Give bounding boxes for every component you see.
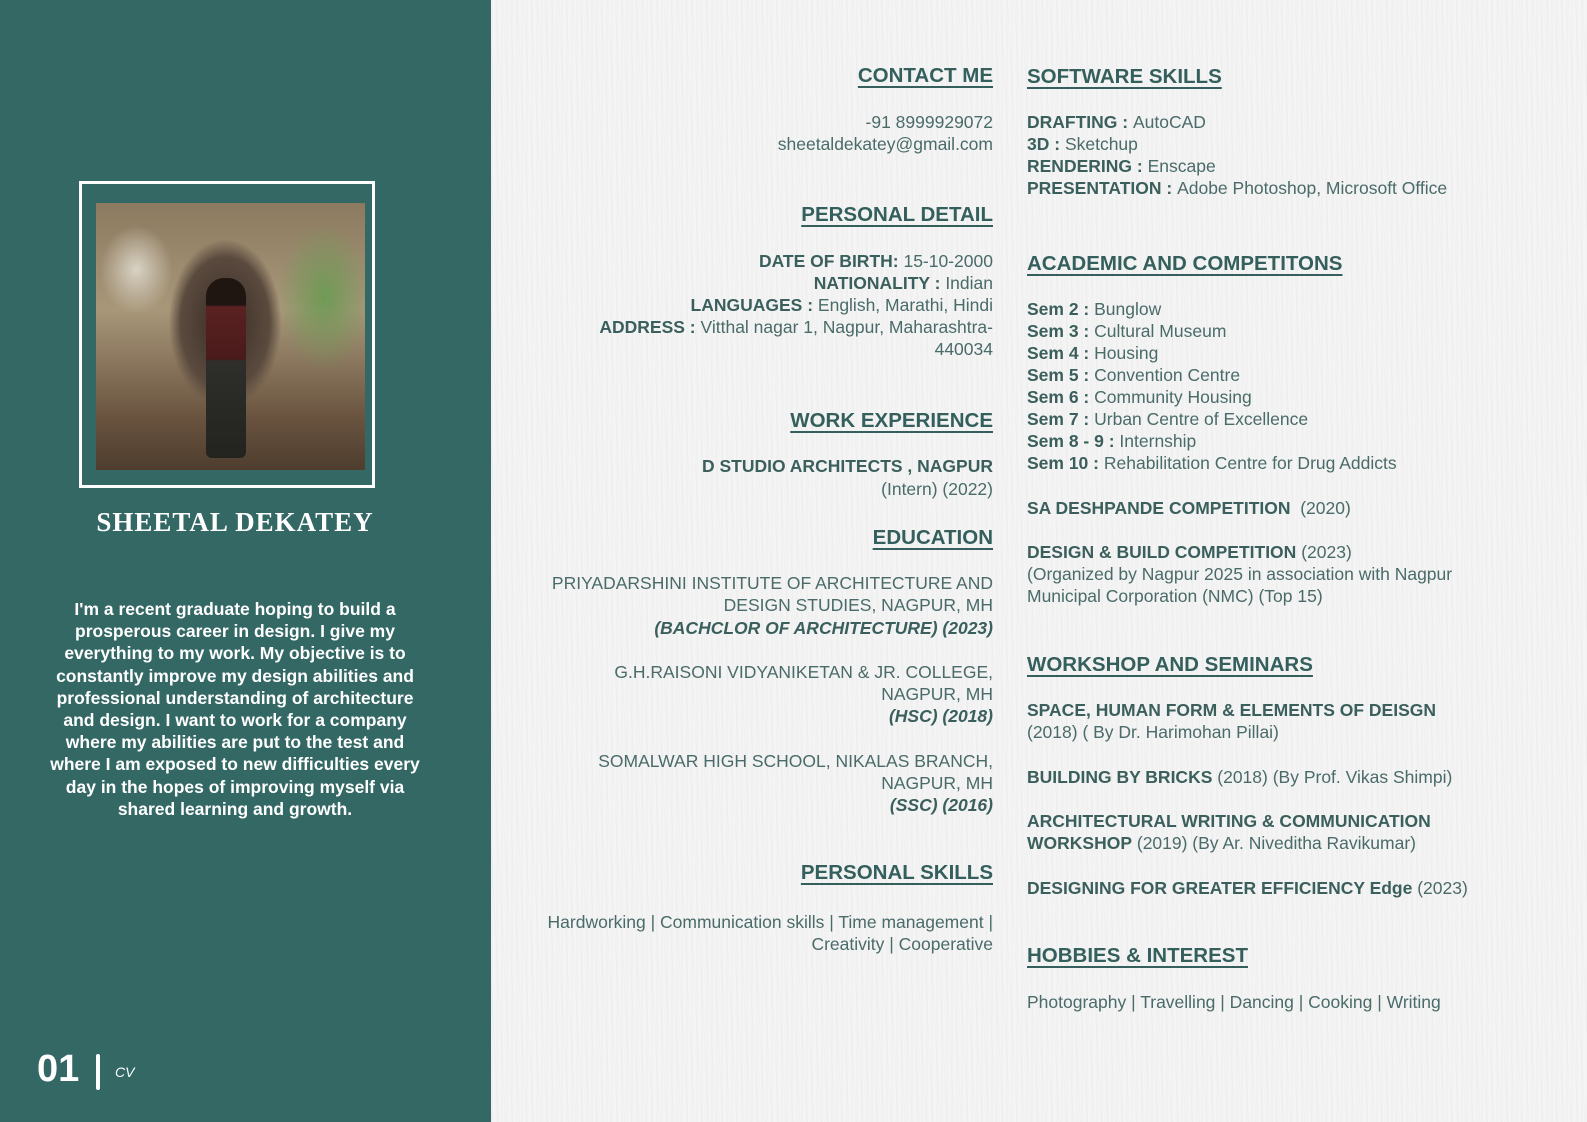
sidebar [0,0,491,1122]
semester-label: Sem 3 [1027,321,1079,341]
personal-skills-line2: Creativity | Cooperative [811,934,993,954]
languages-row [691,294,993,316]
workshop-detail: (2019) (By Ar. Niveditha Ravikumar) [1132,833,1416,853]
competition-row [1027,497,1351,519]
semester-project: Cultural Museum [1094,321,1227,341]
dob-label: DATE OF BIRTH: [758,251,899,271]
software-skill-value: Sketchup [1064,134,1138,154]
objective-text [30,598,440,820]
objective-line: where my abilities are put to the test and [65,732,405,753]
semester-project: Urban Centre of Excellence [1094,409,1309,429]
academic-title: ACADEMIC AND COMPETITONS [1027,252,1343,275]
workshop-row [1027,766,1452,788]
contact-title: CONTACT ME [857,64,993,87]
semester-row: Sem 10 : Rehabilitation Centre for Drug Addicts [1027,453,1397,473]
objective-line: everything to my work. My objective is to [64,643,406,664]
competition-note: (Organized by Nagpur 2025 in association with Nagpur [1027,564,1453,584]
objective-line: professional understanding of architecture [56,687,414,708]
education-item-1-line1: PRIYADARSHINI INSTITUTE OF ARCHITECTURE AND [551,573,993,593]
workshop-name: DESIGNING FOR GREATER EFFICIENCY Edge [1027,878,1413,898]
workshop-name: WORKSHOP [1027,833,1132,853]
workshop-name: BUILDING BY BRICKS [1027,767,1213,787]
objective-line: shared learning and growth. [117,798,353,819]
competition-note: Municipal Corporation (NMC) (Top 15) [1027,586,1323,606]
semester-row: Sem 7 : Urban Centre of Excellence [1027,409,1309,429]
workshop-detail: (2018) ( By Dr. Harimohan Pillai) [1027,722,1279,742]
workshop-detail: (2018) (By Prof. Vikas Shimpi) [1212,767,1453,787]
semester-label: Sem 8 - 9 [1027,431,1104,451]
software-skill-row: RENDERING : Enscape [1027,156,1216,176]
semester-row: Sem 2 : Bunglow [1027,299,1162,319]
semester-row: Sem 8 - 9 : Internship [1027,431,1197,451]
software-skill-value: Enscape [1147,156,1216,176]
objective-line: prosperous career in design. I give my [75,621,395,642]
software-skill-label: DRAFTING [1027,112,1118,132]
work-role: (Intern) (2022) [881,479,993,499]
workshop-name: SPACE, HUMAN FORM & ELEMENTS OF DEISGN [1027,700,1436,720]
person-figure [206,278,246,458]
objective-line: and design. I want to work for a company [63,710,407,731]
semester-label: Sem 7 [1027,409,1079,429]
page-divider [96,1054,100,1090]
semester-project: Community Housing [1094,387,1252,407]
page-label: CV [115,1064,135,1080]
workshop-row [1027,832,1416,854]
objective-line: I'm a recent graduate hoping to build a [74,599,396,619]
personal-skills-line1: Hardworking | Communication skills | Time management | [547,912,993,932]
address-row [599,316,993,338]
software-skill-label: RENDERING [1027,156,1133,176]
contact-phone[interactable]: -91 8999929072 [865,112,993,132]
semester-label: Sem 10 [1027,453,1089,473]
software-skill-row: 3D : Sketchup [1027,134,1138,154]
education-item-1-line2: DESIGN STUDIES, NAGPUR, MH [723,595,993,615]
semester-row: Sem 5 : Convention Centre [1027,365,1241,385]
semester-label: Sem 2 [1027,299,1079,319]
languages-value: English, Marathi, Hindi [813,295,993,315]
nationality-row [814,272,993,294]
education-item-3-line1: SOMALWAR HIGH SCHOOL, NIKALAS BRANCH, [598,751,993,771]
semester-label: Sem 4 [1027,343,1079,363]
work-company: D STUDIO ARCHITECTS , NAGPUR [701,456,993,476]
software-skill-label: PRESENTATION [1027,178,1162,198]
competition-name: SA DESHPANDE COMPETITION [1027,498,1291,518]
software-skills-title: SOFTWARE SKILLS [1027,65,1222,88]
page-number: 01 [37,1048,80,1090]
semester-row: Sem 6 : Community Housing [1027,387,1252,407]
photo-frame [79,181,375,488]
nationality-label: NATIONALITY : [813,273,941,293]
hobbies-title: HOBBIES & INTEREST [1027,944,1248,967]
semester-project: Bunglow [1094,299,1162,319]
right-column [1027,0,1567,1122]
nationality-value: Indian [940,273,993,293]
objective-line: constantly improve my design abilities and [56,665,414,686]
education-item-2-line2: NAGPUR, MH [881,684,993,704]
competition-year: (2020) [1300,498,1351,518]
address-value: Vitthal nagar 1, Nagpur, Maharashtra- [695,317,993,337]
hobbies-list: Photography | Travelling | Dancing | Cooking | Writing [1027,992,1441,1012]
work-experience-title: WORK EXPERIENCE [790,409,993,432]
dob-value: 15-10-2000 [898,251,993,271]
semester-project: Internship [1119,431,1197,451]
semester-project: Convention Centre [1094,365,1241,385]
software-skill-row: DRAFTING : AutoCAD [1027,112,1206,132]
workshops-title: WORKSHOP AND SEMINARS [1027,653,1313,676]
profile-photo [96,203,365,470]
education-item-2-line1: G.H.RAISONI VIDYANIKETAN & JR. COLLEGE, [614,662,993,682]
semester-row: Sem 4 : Housing [1027,343,1159,363]
address-row-2: 440034 [934,339,993,359]
address-label: ADDRESS : [599,317,696,337]
education-item-1-degree: (BACHCLOR OF ARCHITECTURE) (2023) [654,618,993,638]
software-skill-value: AutoCAD [1132,112,1206,132]
semester-project: Rehabilitation Centre for Drug Addicts [1103,453,1397,473]
personal-detail-title: PERSONAL DETAIL [801,203,993,226]
education-item-2-degree: (HSC) (2018) [888,706,993,726]
objective-line: where I am exposed to new difficulties every [50,754,420,775]
candidate-name: SHEETAL DEKATEY [96,507,374,537]
workshop-name: ARCHITECTURAL WRITING & COMMUNICATION [1027,811,1431,831]
software-skill-row: PRESENTATION : Adobe Photoshop, Microsoft Office [1027,178,1448,198]
competition-name: DESIGN & BUILD COMPETITION [1027,542,1297,562]
software-skill-value: Adobe Photoshop, Microsoft Office [1177,178,1448,198]
objective-line: day in the hopes of improving myself via [65,776,405,797]
personal-skills-title: PERSONAL SKILLS [800,861,993,884]
semester-label: Sem 5 [1027,365,1079,385]
semester-project: Housing [1094,343,1159,363]
competition-row [1027,541,1352,563]
competition-year: (2023) [1301,542,1352,562]
left-column [505,0,993,1122]
workshop-row [1027,877,1468,899]
contact-email[interactable]: sheetaldekatey@gmail.com [777,134,993,154]
software-skill-label: 3D [1027,134,1050,154]
dob-row [759,250,993,272]
workshop-detail: (2023) [1412,878,1468,898]
education-item-3-line2: NAGPUR, MH [881,773,993,793]
languages-label: LANGUAGES : [690,295,814,315]
semester-label: Sem 6 [1027,387,1079,407]
semester-row: Sem 3 : Cultural Museum [1027,321,1227,341]
education-title: EDUCATION [872,526,993,549]
education-item-3-degree: (SSC) (2016) [889,795,993,815]
